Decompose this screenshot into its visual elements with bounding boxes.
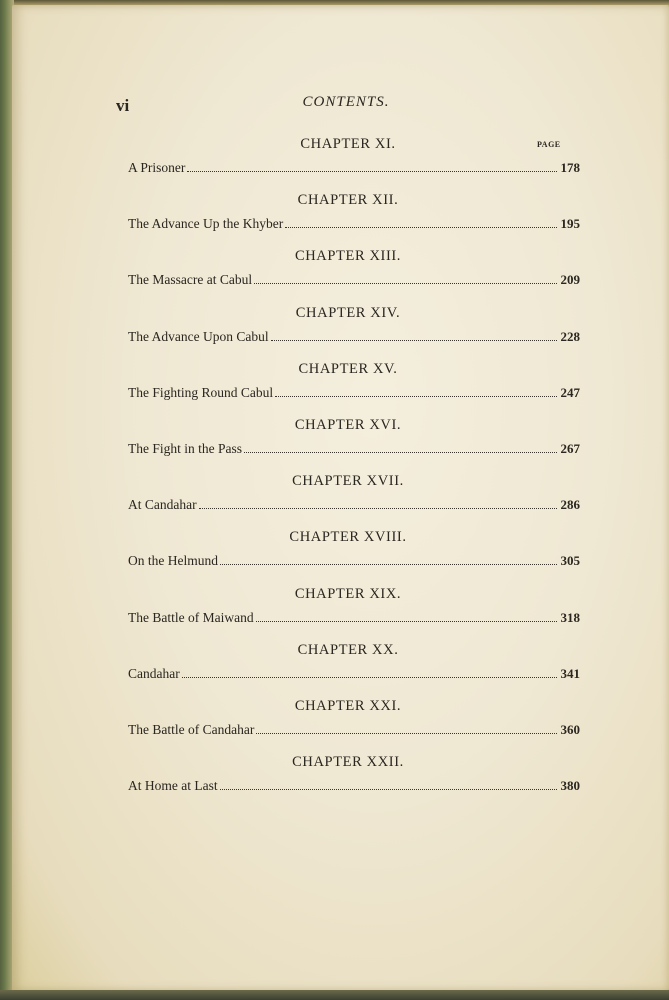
toc-entry [116,696,580,752]
dot-leader [275,395,556,397]
toc-entry [116,471,580,527]
chapter-title: At Candahar [128,497,197,513]
dot-leader [220,788,557,790]
toc-line [128,272,580,288]
dot-leader [285,226,556,228]
chapter-title: At Home at Last [128,778,218,794]
table-of-contents [116,134,580,808]
chapter-title: The Advance Upon Cabul [128,328,269,344]
page-header [116,94,576,118]
toc-line [128,385,580,401]
chapter-heading: CHAPTER XIII. [294,248,402,265]
chapter-page-number: 267 [560,440,580,456]
chapter-title: The Massacre at Cabul [128,272,253,288]
chapter-heading: CHAPTER XI. [300,136,396,152]
chapter-title: A Prisoner [128,160,186,175]
chapter-page-number: 209 [560,272,580,288]
toc-entry [116,359,580,415]
toc-entry [116,640,580,696]
toc-line [128,666,580,682]
toc-line [128,329,580,345]
chapter-heading: CHAPTER XVII. [292,473,404,490]
chapter-page-number: 178 [560,160,580,175]
dot-leader [256,732,556,734]
chapter-page-number: 360 [560,721,580,737]
chapter-heading: CHAPTER XII. [297,192,399,209]
chapter-title: The Advance Up the Khyber [128,216,284,232]
toc-line [128,610,580,626]
dot-leader [254,282,556,284]
toc-entry [116,584,580,640]
toc-line [128,722,580,738]
chapter-title: On the Helmund [128,553,218,569]
dot-leader [256,620,557,622]
chapter-title: The Battle of Candahar [128,721,255,737]
toc-entry [116,303,580,359]
chapter-heading: CHAPTER XVIII. [289,529,407,546]
chapter-page-number: 195 [560,216,580,232]
chapter-title: The Fight in the Pass [128,440,242,456]
dot-leader [187,170,556,172]
chapter-heading: CHAPTER XXII. [292,754,404,771]
running-title: CONTENTS. [302,94,390,110]
dot-leader [182,676,557,678]
toc-line [128,553,580,569]
toc-line [128,778,580,794]
chapter-heading: CHAPTER XVI. [294,416,402,433]
page-number: vi [116,96,130,115]
chapter-heading: CHAPTER XXI. [294,697,402,714]
dot-leader [244,451,557,453]
toc-line [128,497,580,513]
toc-entry [116,246,580,302]
chapter-title: The Battle of Maiwand [128,609,254,625]
chapter-page-number: 318 [560,609,580,625]
chapter-heading: CHAPTER XIX. [294,585,402,602]
chapter-page-number: 380 [560,778,580,794]
chapter-page-number: 228 [560,328,580,344]
chapter-page-number: 341 [560,665,580,681]
toc-entry [116,134,580,190]
book-bottom-edge [0,990,669,1000]
chapter-heading: CHAPTER XX. [297,641,399,658]
dot-leader [199,507,557,509]
chapter-page-number: 247 [560,384,580,400]
toc-line [128,160,580,176]
chapter-title: Candahar [128,665,180,681]
chapter-heading: CHAPTER XV. [298,360,398,377]
toc-entry [116,415,580,471]
toc-entry [116,752,580,808]
dot-leader [220,563,557,565]
chapter-heading: CHAPTER XIV. [295,304,401,321]
toc-entry [116,190,580,246]
toc-line [128,216,580,232]
page-column-label: PAGE [537,140,561,149]
dot-leader [271,339,557,341]
toc-line [128,441,580,457]
chapter-title: The Fighting Round Cabul [128,384,274,400]
chapter-page-number: 305 [560,553,580,569]
toc-entry [116,527,580,583]
chapter-page-number: 286 [560,497,580,513]
